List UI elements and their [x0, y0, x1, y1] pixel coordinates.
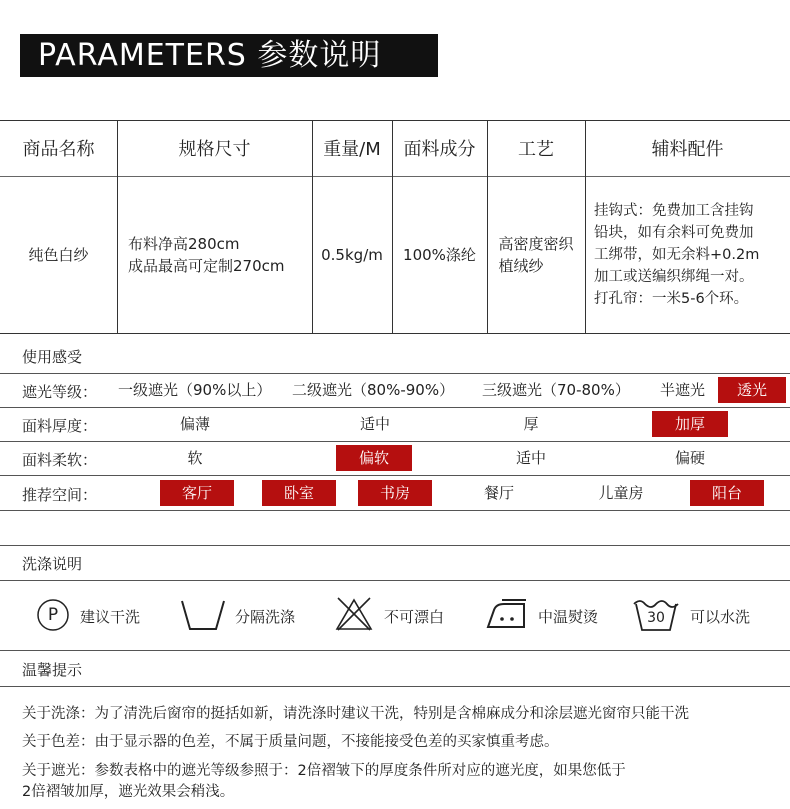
shading-label: 遮光等级： [22, 383, 98, 401]
no-bleach-icon [334, 596, 374, 632]
space-option-selected: 书房 [358, 480, 432, 506]
header-craft: 工艺 [518, 139, 554, 160]
iron-icon [484, 596, 530, 632]
divider [0, 650, 790, 651]
header-fabric: 面料成分 [403, 139, 476, 160]
tip-line: 2倍褶皱加厚，遮光效果会稍浅。 [22, 784, 235, 800]
thickness-option: 适中 [359, 415, 390, 433]
divider [0, 580, 790, 581]
space-option-selected: 阳台 [690, 480, 764, 506]
table-bottom-border [0, 333, 790, 334]
section-title-tips: 温馨提示 [22, 661, 83, 679]
header-product-name: 商品名称 [22, 139, 95, 160]
cell-spec [128, 176, 312, 333]
divider [0, 441, 790, 442]
cell-weight: 0.5kg/m [321, 245, 383, 264]
dry-clean-symbol: P [47, 605, 59, 625]
divider [0, 407, 790, 408]
softness-option: 软 [187, 449, 203, 467]
header-spec: 规格尺寸 [178, 139, 251, 160]
space-option: 餐厅 [483, 484, 514, 502]
section-title-washing: 洗涤说明 [22, 555, 83, 573]
wash-label: 建议干洗 [80, 608, 141, 626]
wash-label: 分隔洗涤 [235, 608, 296, 626]
wash-label: 可以水洗 [690, 608, 751, 626]
shading-option: 半遮光 [660, 381, 706, 399]
shading-option: 二级遮光（80%-90%） [292, 381, 455, 399]
cell-product-name: 纯色白纱 [28, 245, 89, 264]
header-accessories: 辅料配件 [651, 139, 724, 160]
tip-line: 关于洗涤：为了清洗后窗帘的挺括如新，请洗涤时建议干洗，特别是含棉麻成分和涂层遮光窗帘只能干洗 [22, 706, 689, 722]
divider [0, 545, 790, 546]
accessory-line: 铅块，如有余料可免费加 [594, 224, 754, 241]
wash-basin-icon [180, 598, 226, 632]
space-option: 儿童房 [598, 484, 644, 502]
spec-line: 布料净高280cm [128, 234, 240, 253]
accessory-line: 挂钩式：免费加工含挂钩 [594, 202, 754, 219]
cell-fabric: 100%涤纶 [403, 245, 476, 264]
divider [0, 373, 790, 374]
wash-temp-symbol: 30 [647, 610, 665, 626]
divider [0, 686, 790, 687]
craft-line: 植绒纱 [498, 256, 544, 275]
softness-label: 面料柔软： [22, 451, 98, 469]
divider [0, 475, 790, 476]
thickness-option: 厚 [523, 415, 539, 433]
wash-label: 中温熨烫 [538, 608, 599, 626]
header-weight: 重量/M [323, 139, 381, 160]
accessory-line: 工绑带，如无余料+0.2m [594, 246, 760, 263]
shading-option: 三级遮光（70-80%） [482, 381, 630, 399]
cell-accessories [594, 176, 788, 333]
thickness-label: 面料厚度： [22, 417, 98, 435]
softness-option: 适中 [515, 449, 546, 467]
softness-option: 偏硬 [674, 449, 705, 467]
space-option-selected: 客厅 [160, 480, 234, 506]
wash-label: 不可漂白 [384, 608, 445, 626]
shading-option-selected: 透光 [718, 377, 786, 403]
divider [0, 510, 790, 511]
section-title-feel: 使用感受 [22, 348, 83, 366]
thickness-option-selected: 加厚 [652, 411, 728, 437]
space-label: 推荐空间： [22, 486, 98, 504]
shading-option: 一级遮光（90%以上） [118, 381, 272, 399]
page-title: PARAMETERS 参数说明 [20, 34, 438, 77]
accessory-line: 打孔帘：一米5-6个环。 [594, 290, 749, 307]
tip-line: 关于遮光：参数表格中的遮光等级参照于：2倍褶皱下的厚度条件所对应的遮光度，如果您低于 [22, 763, 626, 779]
spec-line: 成品最高可定制270cm [128, 256, 285, 275]
space-option-selected: 卧室 [262, 480, 336, 506]
accessory-line: 加工或送编织绑绳一对。 [594, 268, 754, 285]
cell-craft [487, 176, 585, 333]
softness-option-selected: 偏软 [336, 445, 412, 471]
craft-line: 高密度密织 [498, 234, 574, 253]
tip-line: 关于色差：由于显示器的色差，不属于质量问题，不接能接受色差的买家慎重考虑。 [22, 734, 559, 750]
thickness-option: 偏薄 [179, 415, 210, 433]
